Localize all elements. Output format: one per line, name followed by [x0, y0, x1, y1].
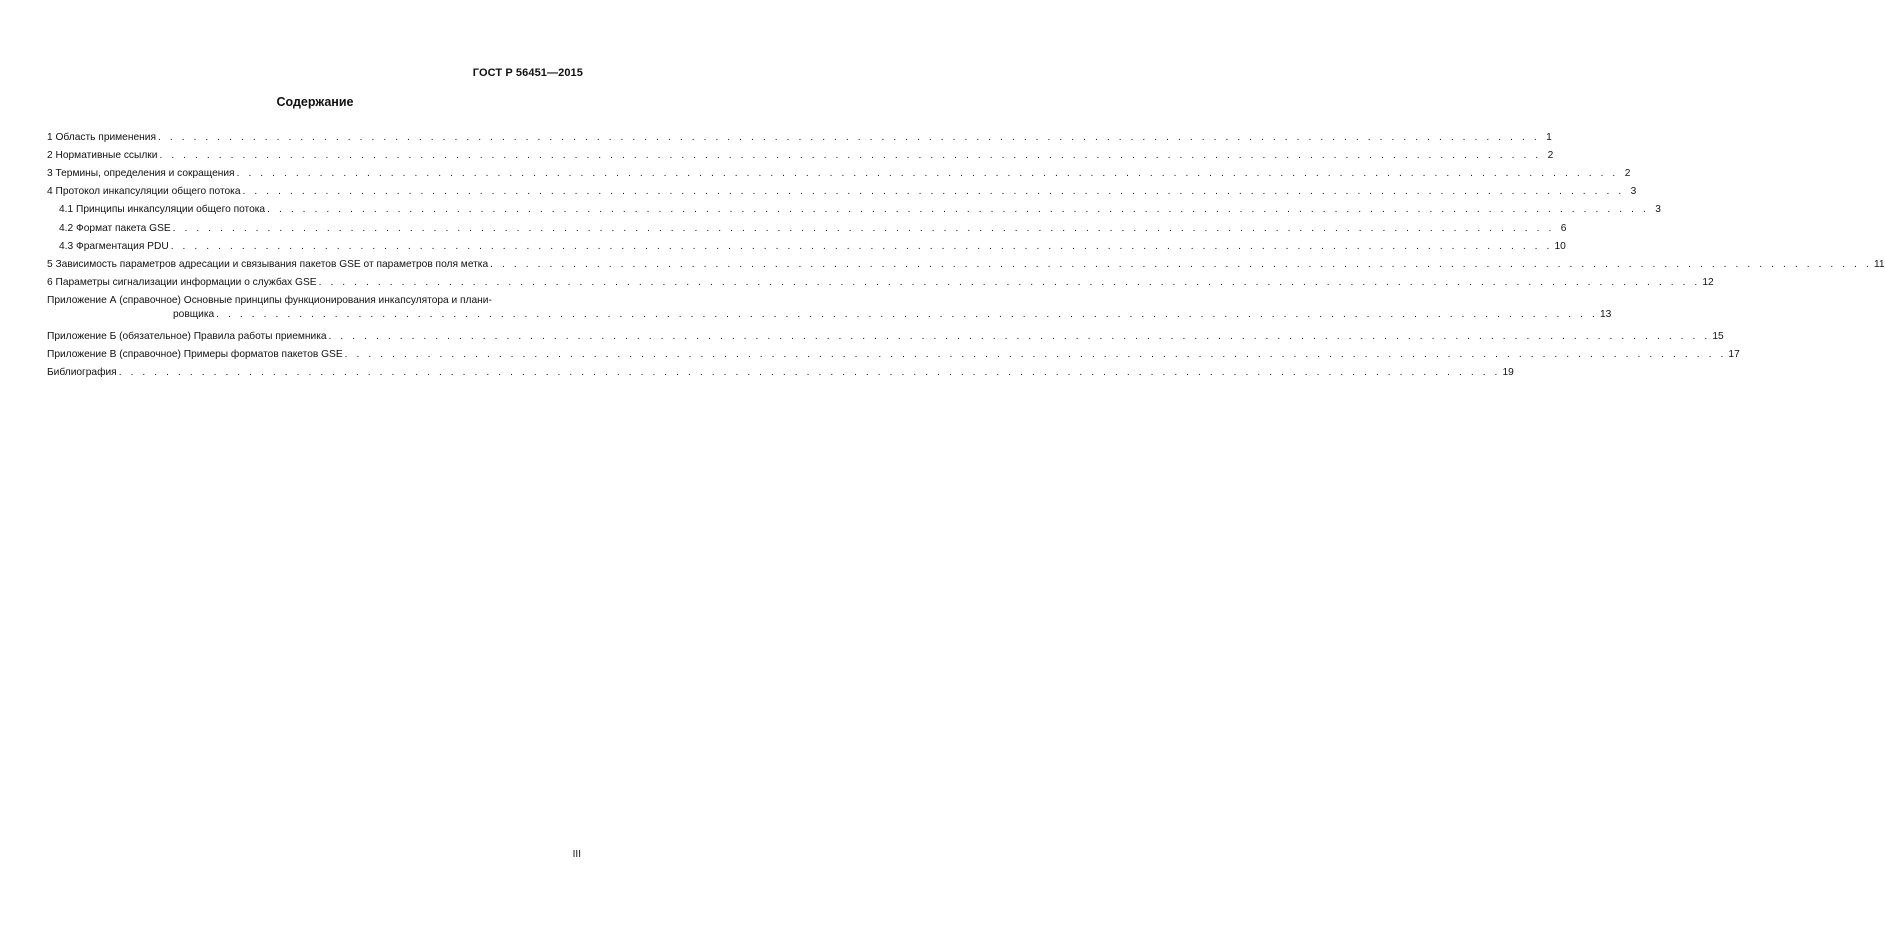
toc-entry-page: 12: [1702, 276, 1714, 288]
toc-entry-appendix-b[interactable]: [47, 325, 1724, 343]
toc-entry-page: 11: [1873, 258, 1885, 270]
leader-dots: [237, 168, 1619, 180]
document-code: ГОСТ Р 56451—2015: [472, 67, 583, 79]
toc-entry-label: 4.1 Принципы инкапсуляции общего потока: [59, 204, 266, 216]
toc-entry-label: Приложение Б (обязательное) Правила работы приемника: [47, 330, 327, 342]
toc-entry-4-2[interactable]: [47, 216, 1567, 234]
toc-entry-2[interactable]: [47, 144, 1554, 162]
toc-entry-page: 2: [1547, 150, 1554, 162]
toc-entry-label: 4 Протокол инкапсуляции общего потока: [47, 186, 241, 198]
leader-dots: [243, 186, 1625, 198]
toc-entry-5[interactable]: [47, 253, 1885, 271]
leader-dots: [319, 277, 1701, 289]
toc-entry-page: 15: [1712, 330, 1724, 342]
toc-entry-appendix-v[interactable]: [47, 343, 1740, 361]
toc-entry-label: 4.2 Формат пакета GSE: [59, 222, 171, 234]
toc-entry-page: 3: [1630, 186, 1637, 198]
leader-dots: [216, 309, 1598, 321]
toc-entry-label: 4.3 Фрагментация PDU: [59, 240, 169, 252]
leader-dots: [119, 367, 1501, 379]
toc-entry-label: 1 Область применения: [47, 132, 156, 144]
leader-dots: [267, 204, 1649, 216]
toc-entry-appendix-a[interactable]: [47, 289, 1612, 321]
toc-entry-6[interactable]: [47, 271, 1714, 289]
toc-entry-4-1[interactable]: [47, 198, 1661, 216]
toc-entry-label: 5 Зависимость параметров адресации и связывания пакетов GSE от параметров поля метка: [47, 258, 489, 270]
leader-dots: [345, 349, 1727, 361]
toc-entry-page: 13: [1599, 308, 1612, 320]
toc-entry-label: Приложение В (справочное) Примеры форматов пакетов GSE: [47, 349, 343, 361]
toc-entry-page: 6: [1560, 222, 1567, 234]
toc-entry-page: 2: [1624, 168, 1631, 180]
toc-entry-label-continued: ровщика: [173, 308, 215, 320]
toc-entry-bibliography[interactable]: [47, 361, 1514, 379]
toc-entry-label: 3 Термины, определения и сокращения: [47, 168, 235, 180]
toc-entry-page: 17: [1728, 349, 1740, 361]
toc-entry-label: 2 Нормативные ссылки: [47, 150, 158, 162]
toc-entry-page: 1: [1546, 132, 1552, 144]
toc-entry-label: 6 Параметры сигнализации информации о службах GSE: [47, 276, 317, 288]
leader-dots: [329, 331, 1711, 343]
toc-entry-4-3[interactable]: [47, 235, 1566, 253]
toc-entry-4[interactable]: [47, 180, 1637, 198]
toc-entry-label: Приложение А (справочное) Основные принципы функционирования инкапсулятора и плани-: [47, 294, 492, 306]
leader-dots: [490, 259, 1872, 271]
leader-dots: [173, 223, 1555, 235]
leader-dots: [159, 150, 1541, 162]
toc-entry-label: Библиография: [47, 367, 117, 379]
leader-dots: [158, 132, 1540, 144]
leader-dots: [171, 241, 1553, 253]
toc-entry-page: 10: [1554, 240, 1566, 252]
table-of-contents: [47, 126, 1885, 379]
toc-entry-3[interactable]: [47, 162, 1631, 180]
page-number: III: [572, 849, 581, 860]
toc-entry-page: 19: [1502, 367, 1514, 379]
toc-title: Содержание: [276, 95, 354, 109]
toc-entry-page: 3: [1655, 204, 1661, 216]
toc-entry-1[interactable]: [47, 126, 1552, 144]
